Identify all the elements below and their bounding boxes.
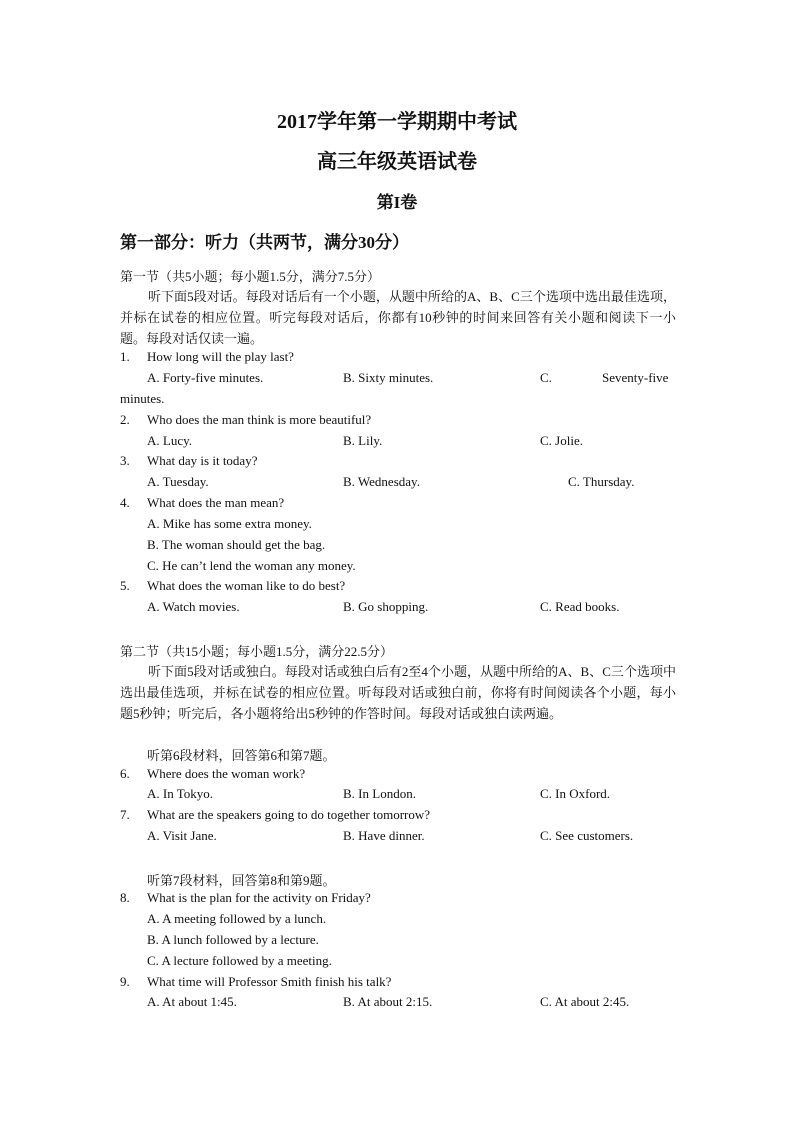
exam-subtitle: 高三年级英语试卷 [317, 151, 477, 173]
question-7-option-c[interactable]: C. See customers. [540, 828, 634, 843]
material-7-note: 听第7段材料，回答第8和第9题。 [147, 873, 336, 888]
question-9-text: What time will Professor Smith finish his talk? [147, 974, 392, 989]
question-1-option-c-letter[interactable]: C. [540, 370, 552, 385]
question-2-option-a[interactable]: A. Lucy. [147, 433, 193, 448]
question-2-number: 2. [120, 412, 130, 427]
question-1-number: 1. [120, 349, 130, 364]
question-4-text: What does the man mean? [147, 495, 285, 510]
question-1-option-c-wrap[interactable]: minutes. [120, 391, 165, 406]
question-4-option-a[interactable]: A. Mike has some extra money. [147, 516, 312, 531]
question-2-option-c[interactable]: C. Jolie. [540, 433, 583, 448]
question-4-option-b[interactable]: B. The woman should get the bag. [147, 537, 326, 552]
question-5-option-c[interactable]: C. Read books. [540, 599, 620, 614]
question-3-number: 3. [120, 453, 130, 468]
question-4-option-c[interactable]: C. He can’t lend the woman any money. [147, 558, 356, 573]
question-1-option-a[interactable]: A. Forty-five minutes. [147, 370, 264, 385]
question-3-option-a[interactable]: A. Tuesday. [147, 474, 209, 489]
question-5-option-a[interactable]: A. Watch movies. [147, 599, 240, 614]
question-8-option-c[interactable]: C. A lecture followed by a meeting. [147, 953, 332, 968]
question-7-option-a[interactable]: A. Visit Jane. [147, 828, 217, 843]
section-one-instructions: 听下面5段对话。每段对话后有一个小题，从题中所给的A、B、C三个选项中选出最佳选项，并标在试卷的相应位置。听完每段对话后，你都有10秒钟的时间来回答有关小题和阅读下一小题。每段对话仅读一遍。 [120, 289, 676, 346]
material-6-note: 听第6段材料，回答第6和第7题。 [147, 748, 336, 763]
volume-label: 第I卷 [376, 193, 418, 212]
exam-title: 2017学年第一学期期中考试 [277, 111, 517, 133]
question-3-option-c[interactable]: C. Thursday. [568, 474, 635, 489]
question-5-text: What does the woman like to do best? [147, 578, 346, 593]
question-3-option-b[interactable]: B. Wednesday. [343, 474, 420, 489]
question-5-number: 5. [120, 578, 130, 593]
question-8-option-a[interactable]: A. A meeting followed by a lunch. [147, 911, 327, 926]
question-1-option-b[interactable]: B. Sixty minutes. [343, 370, 434, 385]
question-8-option-b[interactable]: B. A lunch followed by a lecture. [147, 932, 319, 947]
question-9-option-c[interactable]: C. At about 2:45. [540, 994, 630, 1009]
question-6-option-b[interactable]: B. In London. [343, 786, 416, 801]
section-two-instructions: 听下面5段对话或独白。每段对话或独白后有2至4个小题，从题中所给的A、B、C三个选项中选出最佳选项，并标在试卷的相应位置。听每段对话或独白前，你将有时间阅读各个小题，每小题5秒钟；听完后，各小题将给出5秒钟的作答时间。每段对话或独白读两遍。 [120, 664, 676, 721]
question-9-option-a[interactable]: A. At about 1:45. [147, 994, 237, 1009]
question-1-option-c-text[interactable]: Seventy-five [602, 370, 669, 385]
section-one-heading: 第一节（共5小题；每小题1.5分，满分7.5分） [120, 269, 381, 284]
question-6-text: Where does the woman work? [147, 766, 306, 781]
question-7-number: 7. [120, 807, 130, 822]
question-7-option-b[interactable]: B. Have dinner. [343, 828, 425, 843]
question-1-text: How long will the play last? [147, 349, 294, 364]
question-6-option-a[interactable]: A. In Tokyo. [147, 786, 214, 801]
question-2-text: Who does the man think is more beautiful? [147, 412, 372, 427]
question-7-text: What are the speakers going to do together tomorrow? [147, 807, 431, 822]
question-6-option-c[interactable]: C. In Oxford. [540, 786, 611, 801]
question-9-option-b[interactable]: B. At about 2:15. [343, 994, 433, 1009]
question-3-text: What day is it today? [147, 453, 258, 468]
question-5-option-b[interactable]: B. Go shopping. [343, 599, 429, 614]
question-6-number: 6. [120, 766, 130, 781]
question-8-text: What is the plan for the activity on Friday? [147, 890, 371, 905]
question-4-number: 4. [120, 495, 130, 510]
question-9-number: 9. [120, 974, 130, 989]
question-8-number: 8. [120, 890, 130, 905]
part-one-heading: 第一部分：听力（共两节，满分30分） [120, 233, 409, 252]
question-2-option-b[interactable]: B. Lily. [343, 433, 383, 448]
section-two-heading: 第二节（共15小题；每小题1.5分，满分22.5分） [120, 644, 394, 659]
